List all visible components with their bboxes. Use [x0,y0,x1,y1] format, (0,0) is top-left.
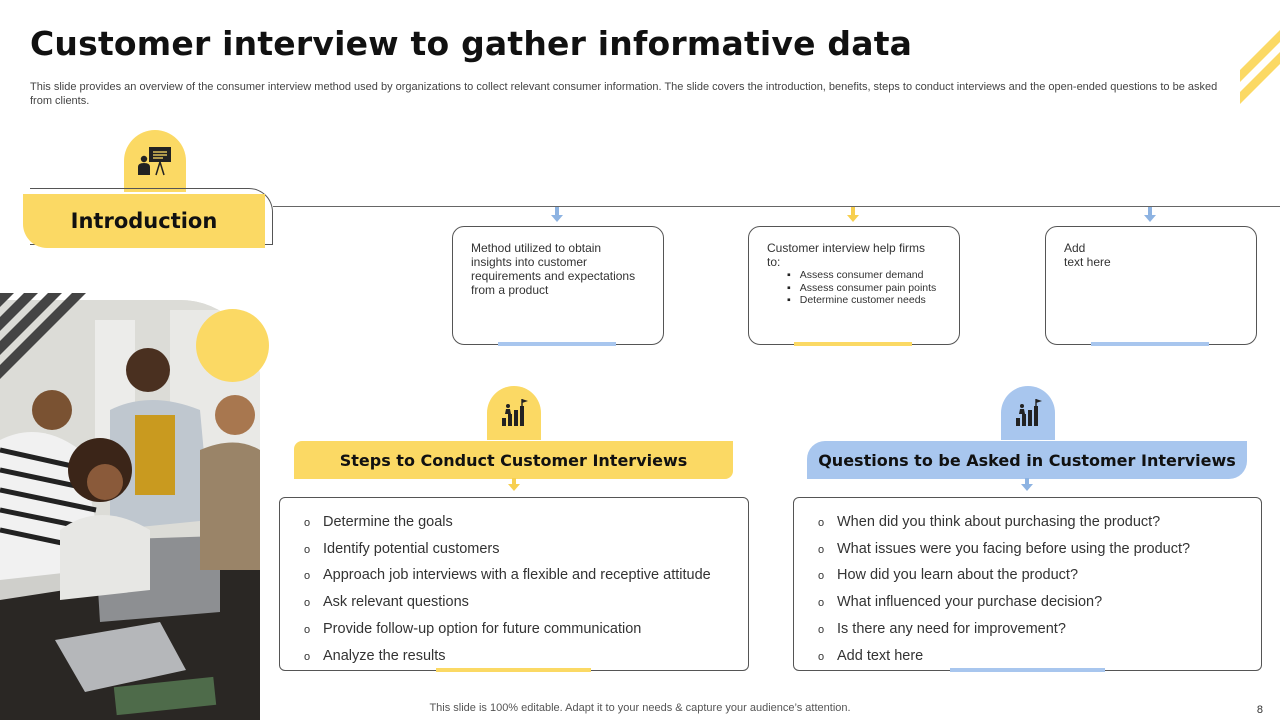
introduction-label: Introduction [70,209,218,233]
arrow-down-icon [1021,478,1033,494]
info-box-text: Method utilized to obtain insights into customer requirements and expectations from a product [471,241,636,297]
bullet: o [818,517,825,529]
info-box-definition [452,226,664,345]
arrow-down-icon [551,207,563,223]
decorative-circle [196,309,269,382]
steps-list [304,510,748,670]
introduction-header [23,194,265,248]
info-box-placeholder [1045,226,1257,345]
bullet: o [818,597,825,610]
info-box-text-line: Add [1064,241,1086,255]
growth-stairs-icon [487,386,541,440]
accent-bar [794,342,912,346]
steps-header: Steps to Conduct Customer Interviews [294,441,733,479]
bullet: o [818,623,825,636]
list-item: o Identify potential customers [304,537,748,564]
benefits-list [787,269,941,307]
accent-bar [950,668,1105,672]
info-box-text-line: text here [1064,255,1111,269]
list-item: o Is there any need for improvement? [818,617,1261,644]
list-item: ▪ Determine customer needs [787,294,941,307]
bullet: o [304,517,311,529]
list-item: o Provide follow-up option for future communication [304,617,748,644]
arrow-down-icon [508,478,520,494]
accent-bar [498,342,616,346]
bullet: o [818,570,825,583]
list-item: ▪ Assess consumer demand [787,269,941,282]
footer-note: This slide is 100% editable. Adapt it to your needs & capture your audience’s attention. [429,702,851,714]
questions-box [793,497,1262,671]
page-title: Customer interview to gather informative data [30,24,913,63]
bullet: o [304,543,311,556]
list-item: o How did you learn about the product? [818,563,1261,590]
page-number: 8 [1256,704,1263,716]
list-item: o Approach job interviews with a flexible and receptive attitude [304,563,748,590]
page-subtitle: This slide provides an overview of the consumer interview method used by organizations to collect relevant consumer information. The slide covers the introduction, benefits, steps to conduct interviews and the open-ended questions to be asked from clients. [30,81,1218,107]
accent-bar [436,668,591,672]
list-item: o What issues were you facing before using the product? [818,537,1261,564]
connector-line [273,206,1280,207]
list-item: o Determine the goals [304,510,748,537]
bullet: o [818,650,825,663]
list-item: o When did you think about purchasing the product? [818,510,1261,537]
bullet: o [304,650,311,663]
accent-bar [1091,342,1209,346]
decorative-stripes [0,293,88,381]
decorative-stripes [1240,30,1280,105]
growth-stairs-icon [1001,386,1055,440]
bullet: o [304,597,311,610]
steps-box [279,497,749,671]
bullet: o [304,570,311,583]
arrow-down-icon [1144,207,1156,223]
questions-header: Questions to be Asked in Customer Interviews [807,441,1247,479]
list-item: o Ask relevant questions [304,590,748,617]
questions-list [818,510,1261,670]
arrow-down-icon [847,207,859,223]
info-box-benefits [748,226,960,345]
list-item: o What influenced your purchase decision? [818,590,1261,617]
list-item: ▪ Assess consumer pain points [787,282,941,295]
info-box-heading: Customer interview help firms to: [767,241,926,269]
list-item: o Analyze the results [304,644,748,671]
bullet: o [304,623,311,636]
presentation-board-icon [124,130,186,192]
bullet: o [818,543,825,556]
list-item: o Add text here [818,644,1261,671]
